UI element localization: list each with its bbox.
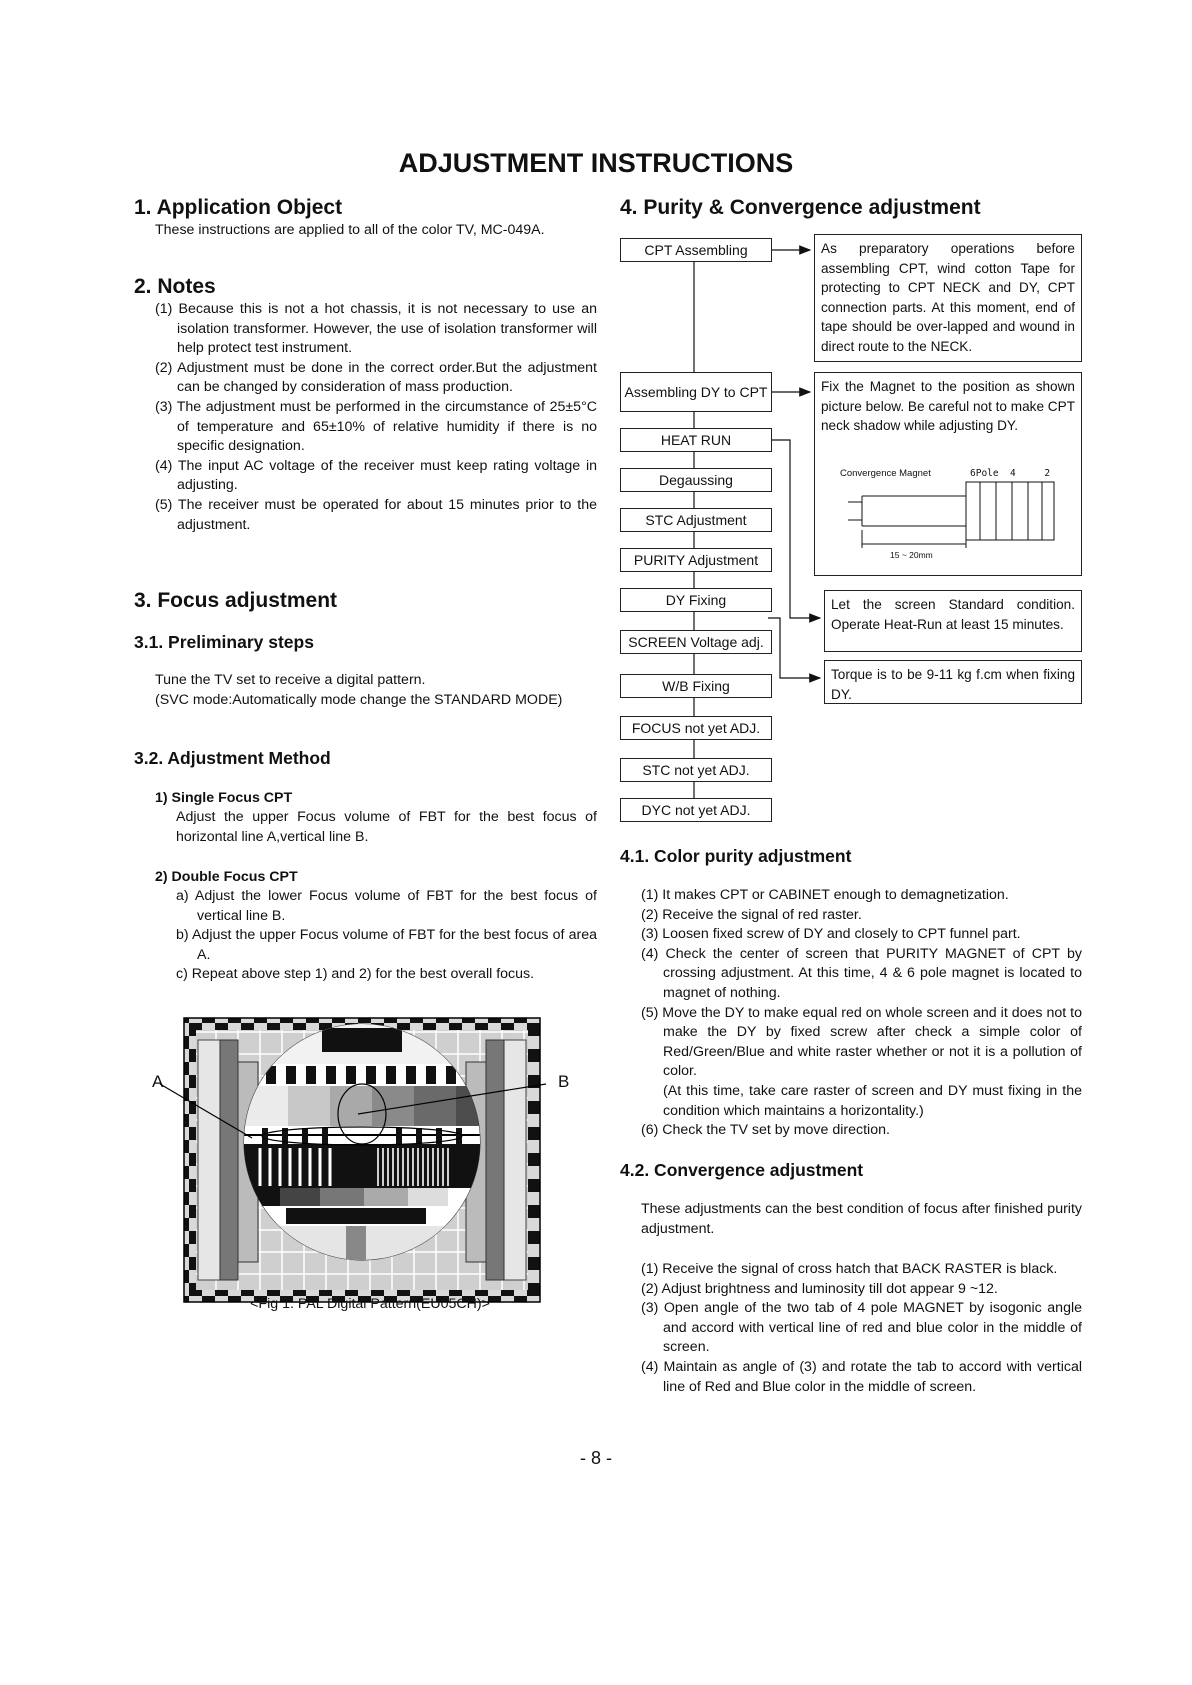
- section-3-2-heading: 3.2. Adjustment Method: [134, 748, 331, 768]
- flow-step-focus-not-adj: FOCUS not yet ADJ.: [620, 716, 772, 740]
- single-focus-text: Adjust the upper Focus volume of FBT for the best focus of horizontal line A,vertical line B.: [176, 809, 597, 845]
- section-4-2-heading: 4.2. Convergence adjustment: [620, 1160, 864, 1180]
- section-4-1-heading: 4.1. Color purity adjustment: [620, 846, 852, 866]
- flow-step-screen-voltage: SCREEN Voltage adj.: [620, 630, 772, 654]
- convergence-steps-list: [641, 1260, 1082, 1397]
- note-item: (1) Because this is not a hot chassis, it is not necessary to use an isolation transformer. However, the use of isolation transformer will help protect test instrument.: [155, 301, 597, 357]
- purity-step: (1) It makes CPT or CABINET enough to demagnetization.: [641, 887, 1009, 903]
- figure-caption: <Fig 1. PAL Digital Pattern(EU05CH)>: [250, 1296, 490, 1312]
- pal-test-pattern-figure: [150, 1010, 590, 1310]
- note-item: (5) The receiver must be operated for about 15 minutes prior to the adjustment.: [155, 496, 597, 533]
- svc-mode-text: (SVC mode:Automatically mode change the STANDARD MODE): [155, 691, 563, 708]
- convergence-step: (4) Maintain as angle of (3) and rotate the tab to accord with vertical line of Red and Blue color in the middle of screen.: [641, 1358, 1082, 1395]
- double-focus-item: b) Adjust the upper Focus volume of FBT for the best focus of area A.: [176, 927, 597, 963]
- flow-step-stc-adjustment: STC Adjustment: [620, 508, 772, 532]
- magnet-poles-label: 6Pole 4 2: [970, 468, 1051, 479]
- section-2-heading: 2. Notes: [134, 275, 216, 298]
- flow-step-purity-adjustment: PURITY Adjustment: [620, 548, 772, 572]
- flow-step-wb-fixing: W/B Fixing: [620, 674, 772, 698]
- note-item: (3) The adjustment must be performed in the circumstance of 25±5°C of temperature and 65±10% of relative humidity if there is no specific designation.: [155, 398, 597, 455]
- section-4-heading: 4. Purity & Convergence adjustment: [620, 196, 981, 219]
- magnet-label: Convergence Magnet: [840, 468, 931, 479]
- page-number: - 8 -: [579, 1448, 612, 1468]
- flow-step-assembling-dy: Assembling DY to CPT: [620, 372, 772, 412]
- purity-step: (6) Check the TV set by move direction.: [641, 1122, 890, 1139]
- magnet-note-text: Fix the Magnet to the position as shown picture below. Be careful not to make CPT neck shadow while adjusting DY.: [821, 379, 1075, 434]
- purity-step: (3) Loosen fixed screw of DY and closely to CPT funnel part.: [641, 926, 1021, 943]
- flow-step-heat-run: HEAT RUN: [620, 428, 772, 452]
- convergence-step: (2) Adjust brightness and luminosity till dot appear 9 ~12.: [641, 1280, 998, 1297]
- flow-step-dyc-not-adj: DYC not yet ADJ.: [620, 798, 772, 822]
- flow-step-stc-not-adj: STC not yet ADJ.: [620, 758, 772, 782]
- purity-step: (4) Check the center of screen that PURITY MAGNET of CPT by crossing adjustment. At this time, 4 & 6 pole magnet is located to magnet of nothing.: [641, 945, 1082, 1001]
- note-box-heat-run: Let the screen Standard condition. Operate Heat-Run at least 15 minutes.: [824, 590, 1082, 652]
- label-a: A: [152, 1072, 164, 1091]
- purity-step-note: (At this time, take care raster of screen and DY must fixing in the condition which maintains a horizontality.): [663, 1082, 1082, 1119]
- double-focus-item: a) Adjust the lower Focus volume of FBT for the best focus of vertical line B.: [176, 888, 597, 924]
- section-3-1-text: [155, 671, 597, 710]
- convergence-intro: These adjustments can the best condition of focus after finished purity adjustment.: [641, 1201, 1082, 1237]
- notes-list: [155, 300, 597, 535]
- section-1-text: These instructions are applied to all of the color TV, MC-049A.: [155, 222, 545, 238]
- note-item: (2) Adjustment must be done in the correct order.But the adjustment can be changed by consideration of mass production.: [155, 359, 597, 396]
- purity-step: (2) Receive the signal of red raster.: [641, 906, 862, 923]
- single-focus-heading: 1) Single Focus CPT: [155, 790, 293, 806]
- convergence-step: (3) Open angle of the two tab of 4 pole MAGNET by isogonic angle and accord with vertical line of red and blue color in the middle of screen.: [641, 1300, 1082, 1356]
- note-box-cpt-assembling: As preparatory operations before assembling CPT, wind cotton Tape for protecting to CPT NECK and DY, CPT connection parts. At this moment, end of tape should be over-lapped and wound in direct route to the NECK.: [814, 234, 1082, 362]
- label-b: B: [558, 1072, 570, 1091]
- note-box-torque: Torque is to be 9-11 kg f.cm when fixing DY.: [824, 660, 1082, 704]
- section-1-heading: 1. Application Object: [134, 196, 343, 219]
- double-focus-heading: 2) Double Focus CPT: [155, 869, 298, 885]
- double-focus-list: [176, 887, 597, 985]
- purity-steps-list: [641, 886, 1082, 1141]
- flow-step-cpt-assembling: CPT Assembling: [620, 238, 772, 262]
- section-3-heading: 3. Focus adjustment: [134, 589, 338, 612]
- flow-step-degaussing: Degaussing: [620, 468, 772, 492]
- preliminary-text: Tune the TV set to receive a digital pattern.: [155, 672, 426, 688]
- note-item: (4) The input AC voltage of the receiver must keep rating voltage in adjusting.: [155, 457, 597, 494]
- page-title: ADJUSTMENT INSTRUCTIONS: [398, 148, 794, 178]
- convergence-magnet-diagram: [838, 478, 1068, 560]
- convergence-step: (1) Receive the signal of cross hatch that BACK RASTER is black.: [641, 1261, 1058, 1277]
- double-focus-item: c) Repeat above step 1) and 2) for the best overall focus.: [176, 966, 535, 983]
- purity-step: (5) Move the DY to make equal red on whole screen and it does not to make the DY by fixed screw after check a simple color of Red/Green/Blue and white raster whether or not it is a pollution of color.: [641, 1004, 1082, 1080]
- magnet-dimension: 15 ~ 20mm: [890, 550, 933, 560]
- flow-step-dy-fixing: DY Fixing: [620, 588, 772, 612]
- section-3-1-heading: 3.1. Preliminary steps: [134, 632, 314, 652]
